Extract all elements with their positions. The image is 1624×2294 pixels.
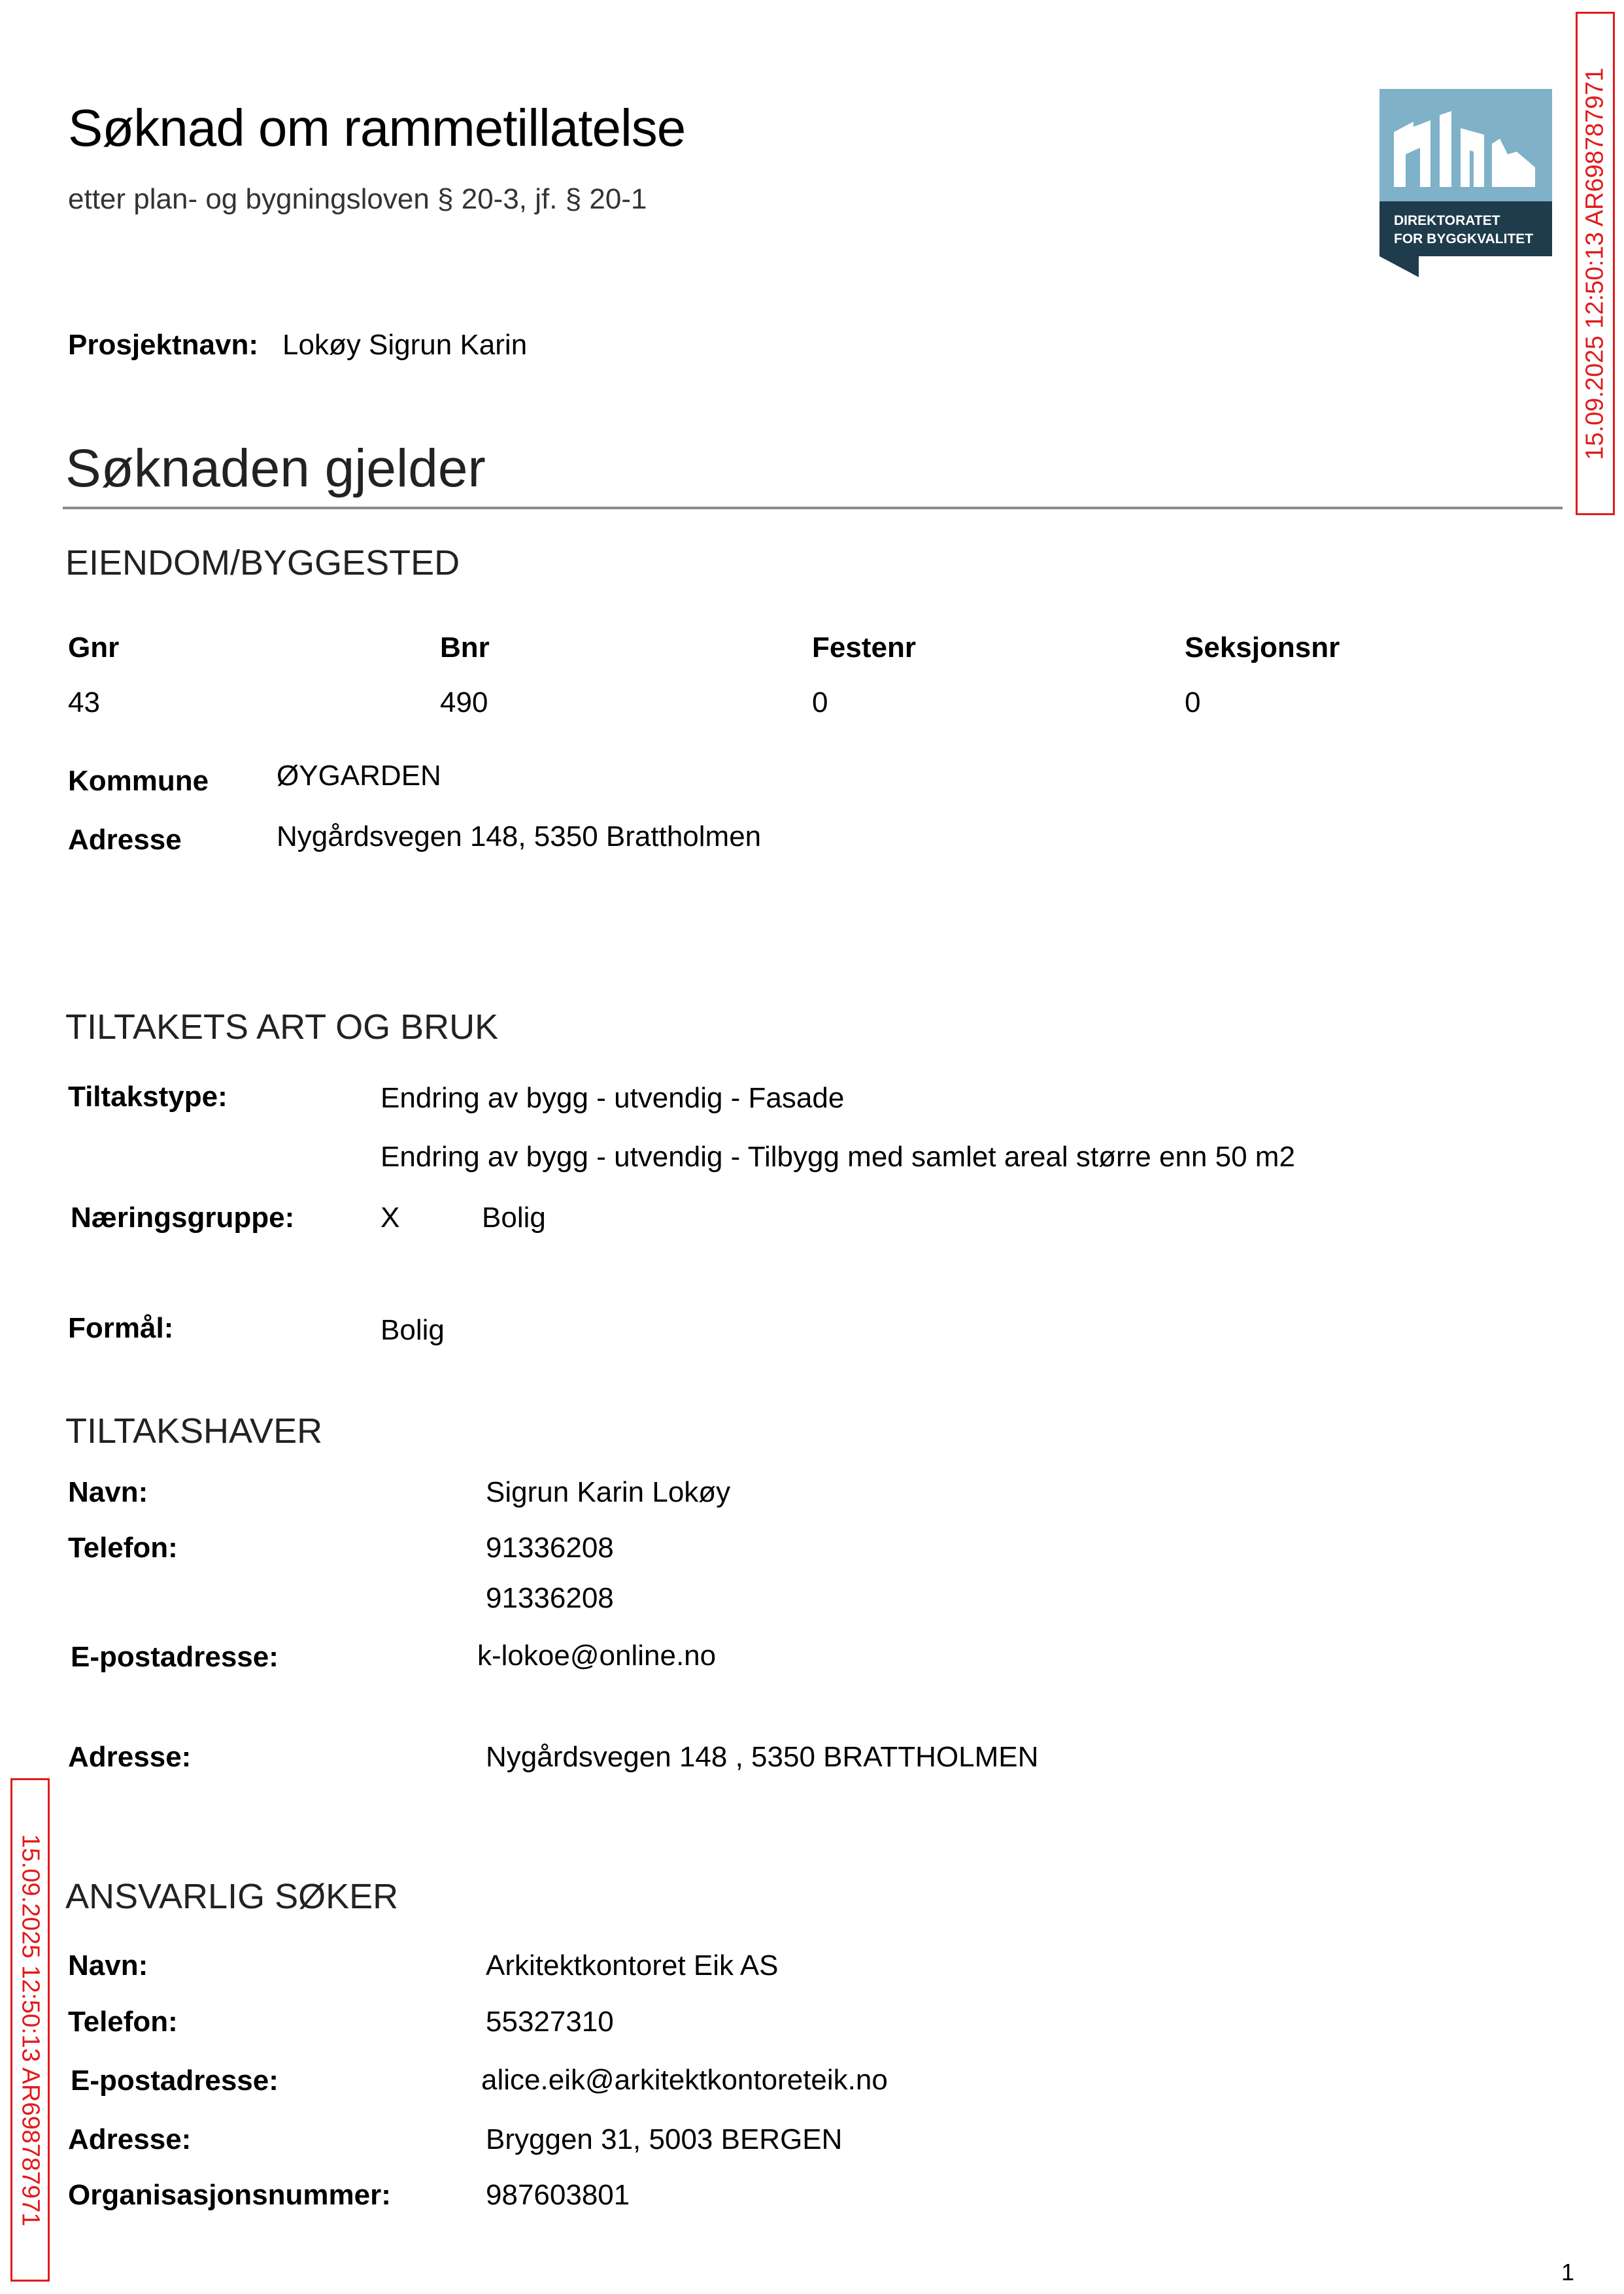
section-owner: TILTAKSHAVER (65, 1411, 323, 1451)
stamp-text: 15.09.2025 12:50:13 AR698787971 (1581, 67, 1609, 460)
applicant-org-label: Organisasjonsnummer: (68, 2179, 391, 2211)
applicant-email-label: E-postadresse: (71, 2065, 279, 2097)
col-seksjonsnr: Seksjonsnr (1185, 632, 1340, 664)
owner-email-value: k-lokoe@online.no (477, 1640, 717, 1672)
owner-phone-1: 91336208 (486, 1532, 614, 1564)
industry-value: Bolig (482, 1202, 546, 1234)
val-bnr: 490 (440, 686, 488, 718)
applicant-phone-label: Telefon: (68, 2006, 178, 2038)
val-seksjonsnr: 0 (1185, 686, 1201, 718)
page-number: 1 (1561, 2259, 1574, 2286)
project-name-label: Prosjektnavn: (68, 329, 258, 361)
owner-email-label: E-postadresse: (71, 1641, 279, 1673)
applicant-address-value: Bryggen 31, 5003 BERGEN (486, 2123, 843, 2155)
col-festenr: Festenr (812, 632, 916, 664)
applicant-address-label: Adresse: (68, 2123, 192, 2155)
applicant-phone-value: 55327310 (486, 2006, 614, 2038)
timestamp-stamp-right (1576, 12, 1615, 515)
owner-name-value: Sigrun Karin Lokøy (486, 1476, 731, 1508)
val-festenr: 0 (812, 686, 828, 718)
adresse-value: Nygårdsvegen 148, 5350 Brattholmen (277, 820, 762, 852)
main-heading: Søknaden gjelder (65, 439, 486, 498)
applicant-email-value: alice.eik@arkitektkontoreteik.no (481, 2064, 888, 2096)
industry-label: Næringsgruppe: (71, 1202, 295, 1234)
col-gnr: Gnr (68, 632, 120, 664)
applicant-org-value: 987603801 (486, 2179, 630, 2211)
val-gnr: 43 (68, 686, 100, 718)
section-applicant: ANSVARLIG SØKER (65, 1877, 399, 1916)
owner-phone-2: 91336208 (486, 1582, 614, 1614)
col-bnr: Bnr (440, 632, 490, 664)
measure-type-label: Tiltakstype: (68, 1081, 228, 1113)
heading-divider (63, 507, 1563, 509)
measure-type-1: Endring av bygg - utvendig - Fasade (381, 1082, 845, 1114)
section-measure: TILTAKETS ART OG BRUK (65, 1007, 499, 1047)
owner-phone-label: Telefon: (68, 1532, 178, 1564)
owner-address-value: Nygårdsvegen 148 , 5350 BRATTHOLMEN (486, 1741, 1039, 1773)
project-name-value: Lokøy Sigrun Karin (282, 329, 528, 361)
measure-type-2: Endring av bygg - utvendig - Tilbygg med samlet areal større enn 50 m2 (381, 1141, 1295, 1173)
kommune-value: ØYGARDEN (277, 760, 441, 792)
purpose-value: Bolig (381, 1314, 445, 1346)
timestamp-stamp-left (10, 1778, 50, 2282)
industry-code: X (381, 1202, 400, 1234)
owner-address-label: Adresse: (68, 1741, 192, 1773)
adresse-label: Adresse (68, 824, 182, 856)
stamp-text: 15.09.2025 12:50:13 AR698787971 (16, 1833, 44, 2227)
applicant-name-value: Arkitektkontoret Eik AS (486, 1949, 779, 1982)
owner-name-label: Navn: (68, 1476, 148, 1508)
section-property: EIENDOM/BYGGESTED (65, 543, 460, 582)
kommune-label: Kommune (68, 765, 209, 797)
purpose-label: Formål: (68, 1312, 174, 1344)
document-title: Søknad om rammetillatelse (68, 99, 686, 157)
dibk-logo-icon (1379, 89, 1552, 277)
document-subtitle: etter plan- og bygningsloven § 20-3, jf. § 20-1 (68, 183, 647, 215)
applicant-name-label: Navn: (68, 1949, 148, 1982)
logo-line1: DIREKTORATET (1394, 213, 1500, 228)
logo-line2: FOR BYGGKVALITET (1394, 231, 1534, 246)
